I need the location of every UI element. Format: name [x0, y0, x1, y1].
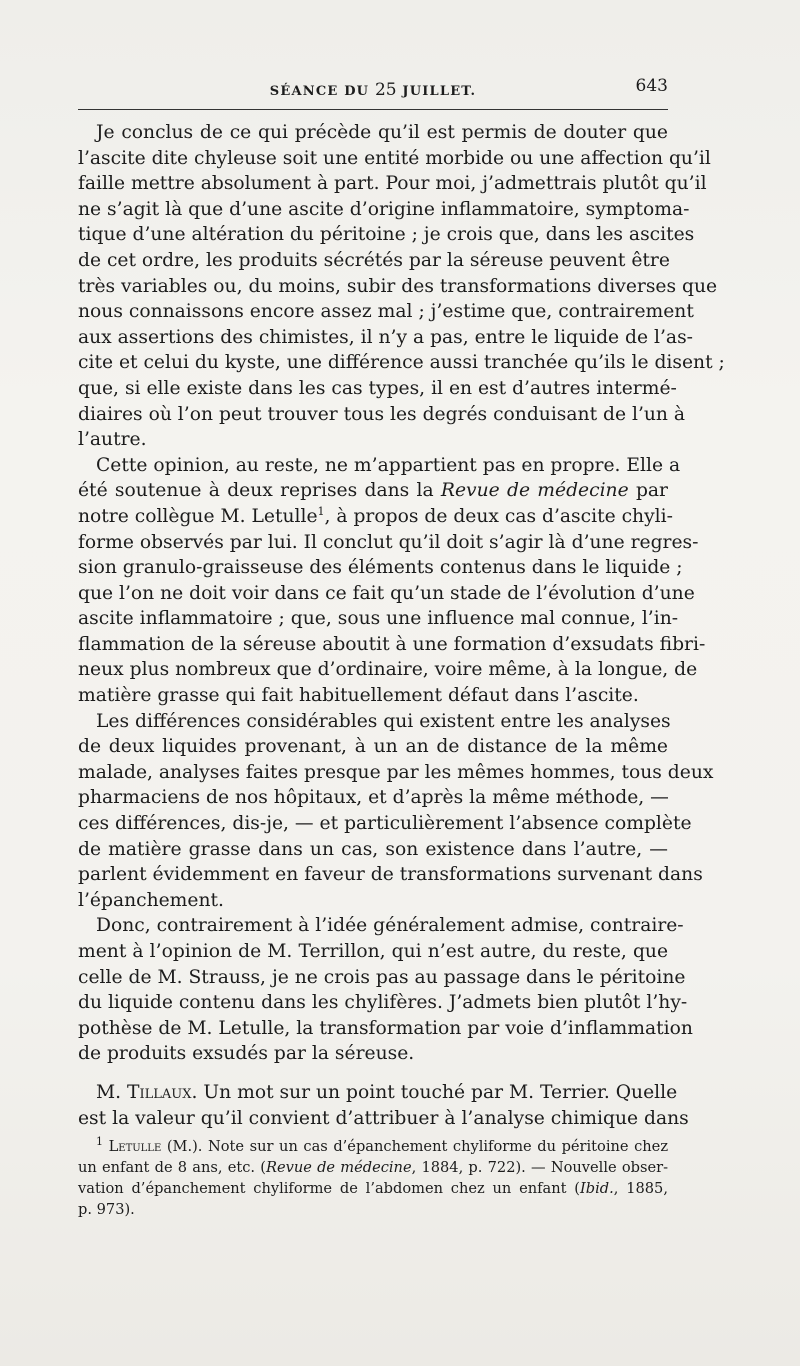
text-line: faille mettre absolument à part. Pour moi, j’admettrais plutôt qu’il [78, 173, 707, 195]
text-line: que, si elle existe dans les cas types, il en est d’autres intermé- [78, 377, 677, 399]
text-line: celle de M. Strauss, je ne crois pas au passage dans le péritoine [78, 966, 686, 988]
text-line: l’épanchement. [78, 889, 224, 911]
text-line: aux assertions des chimistes, il n’y a pas, entre le liquide de l’as- [78, 326, 693, 348]
text-line: nous connaissons encore assez mal ; j’estime que, contrairement [78, 301, 694, 323]
text-line: que l’on ne doit voir dans ce fait qu’un stade de l’évolution d’une [78, 582, 695, 604]
text-line: parlent évidemment en faveur de transformations survenant dans [78, 864, 703, 886]
text-line: de deux liquides provenant, à un an de distance de la même [78, 736, 668, 758]
footnote-marker: 1 [96, 1135, 103, 1149]
journal-title: Revue de médecine [440, 480, 629, 502]
header-rule [78, 109, 668, 110]
text-segment: , à propos de deux cas d’ascite chyli- [324, 505, 673, 527]
text-segment: , 1885, [613, 1180, 668, 1197]
text-line [78, 478, 668, 504]
speaker-name: Tillaux [127, 1081, 192, 1103]
text-line: Donc, contrairement à l’idée généralement admise, contraire- [96, 915, 684, 937]
footnote-reference: 1 [317, 504, 325, 518]
text-line: de cet ordre, les produits sécrétés par la séreuse peuvent être [78, 249, 670, 271]
footnote-line [78, 1157, 668, 1178]
text-segment: notre collègue M. Letulle [78, 505, 318, 527]
text-line: ment à l’opinion de M. Terrillon, qui n’est autre, du reste, que [78, 941, 668, 962]
running-title-date: 25 [374, 80, 397, 100]
text-segment: été soutenue à deux reprises dans la [78, 480, 434, 502]
text-line: flammation de la séreuse aboutit à une formation d’exsudats fibri- [78, 633, 706, 655]
footnote-line [78, 1136, 668, 1157]
text-line: l’autre. [78, 429, 147, 451]
text-line: ne s’agit là que d’une ascite d’origine inflammatoire, symptoma- [78, 198, 690, 220]
text-line: Les différences considérables qui existent entre les analyses [96, 710, 671, 732]
text-line [78, 1080, 678, 1106]
footnote-line [78, 1178, 668, 1199]
text-line: forme observés par lui. Il conclut qu’il doit s’agir là d’une regres- [78, 531, 699, 553]
paragraph-3 [78, 709, 714, 914]
text-line: pharmaciens de nos hôpitaux, et d’après la même méthode, — [78, 787, 669, 809]
text-line: pothèse de M. Letulle, la transformation par voie d’inflammation [78, 1017, 693, 1039]
ibid-reference: Ibid. [580, 1180, 614, 1197]
text-line: est la valeur qu’il convient d’attribuer à l’analyse chimique dans [78, 1107, 689, 1129]
text-segment: vation d’épanchement chyliforme de l’abdomen chez un enfant ( [78, 1180, 580, 1197]
paragraph-5 [78, 1080, 689, 1131]
running-title [78, 80, 668, 100]
text-segment: par [635, 480, 668, 502]
page-number: 643 [635, 76, 668, 96]
footnote [78, 1136, 668, 1220]
paragraph-2 [78, 453, 706, 709]
text-line: Cette opinion, au reste, ne m’appartient pas en propre. Elle a [96, 454, 681, 476]
text-line: Je conclus de ce qui précède qu’il est permis de douter que [96, 122, 668, 143]
text-line: ascite inflammatoire ; que, sous une influence mal connue, l’in- [78, 608, 679, 630]
text-line: de matière grasse dans un cas, son existence dans l’autre, — [78, 838, 668, 860]
running-title-post: JUILLET. [402, 84, 477, 99]
text-line: diaires où l’on peut trouver tous les degrés conduisant de l’un à [78, 403, 686, 425]
text-line: de produits exsudés par la séreuse. [78, 1043, 415, 1065]
paragraph-gap [78, 1067, 668, 1080]
footnote-line: p. 973). [78, 1201, 135, 1218]
text-line: l’ascite dite chyleuse soit une entité morbide ou une affection qu’il [78, 147, 711, 169]
text-line: neux plus nombreux que d’ordinaire, voire même, à la longue, de [78, 659, 698, 681]
text-segment: . Un mot sur un point touché par M. Terrier. Quelle [191, 1081, 678, 1103]
text-line: sion granulo-graisseuse des éléments contenus dans le liquide ; [78, 557, 683, 579]
running-head [78, 76, 668, 100]
text-line: tique d’une altération du péritoine ; je crois que, dans les ascites [78, 224, 695, 246]
paragraph-1 [78, 120, 725, 453]
text-segment: M. [96, 1081, 122, 1103]
text-line: matière grasse qui fait habituellement défaut dans l’ascite. [78, 685, 639, 707]
text-line [78, 504, 673, 530]
paragraph-4 [78, 913, 693, 1067]
text-line: malade, analyses faites presque par les mêmes hommes, tous deux [78, 761, 714, 783]
text-line: du liquide contenu dans les chylifères. J’admets bien plutôt l’hy- [78, 992, 688, 1014]
text-line: très variables ou, du moins, subir des transformations diverses que [78, 275, 718, 297]
journal-title: Revue de médecine [265, 1159, 412, 1176]
text-segment: , 1884, p. 722). — Nouvelle obser- [411, 1159, 668, 1176]
text-segment: un enfant de 8 ans, etc. ( [78, 1159, 266, 1176]
footnote-author: Letulle [108, 1138, 162, 1155]
text-segment: (M.). Note sur un cas d’épanchement chyliforme du péritoine chez [161, 1138, 669, 1155]
text-line: ces différences, dis-je, — et particulièrement l’absence complète [78, 813, 692, 835]
running-title-pre: SÉANCE DU [269, 84, 370, 99]
body-text [78, 120, 725, 1131]
text-line: cite et celui du kyste, une différence aussi tranchée qu’ils le disent ; [78, 352, 725, 374]
